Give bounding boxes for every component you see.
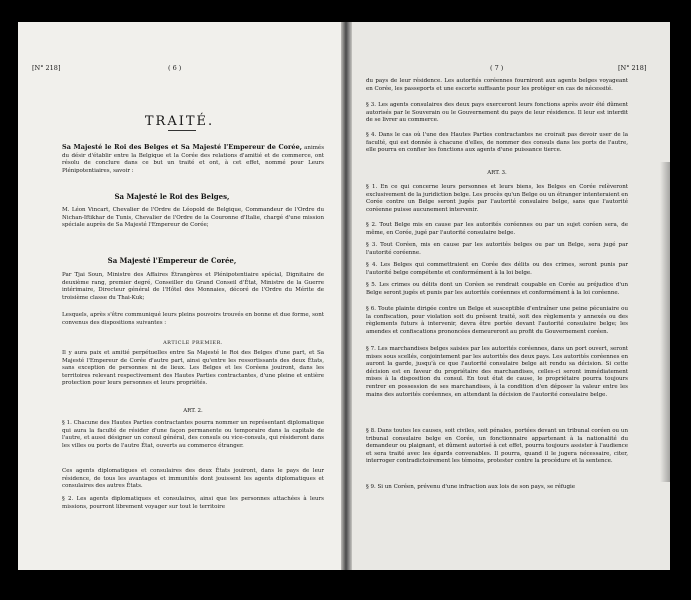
preamble-text: animés du désir d'établir entre la Belgique et la Corée des relations d'amitié et de commerce, ont résolu de conclure dans ce but un traité et ont, à cet effet, nommé pour Leurs Plénipotentiaires, savoir : [62, 145, 325, 174]
article-3-p5: § 5. Les crimes ou délits dont un Coréen se rendrait coupable en Corée au préjudice d'un Belge seront jugés et punis par les autorités coréennes et conformément à la loi coréenne. [366, 282, 628, 296]
article-2-p2: Ces agents diplomatiques et consulaires des deux États jouiront, dans le pays de leur résidence, de tous les avantages et immunités dont jouissent les agents diplomatiques et consulaires des autres États. [62, 468, 324, 490]
article-3-p8: § 8. Dans toutes les causes, soit civiles, soit pénales, portées devant un tribunal coréen ou un tribunal consulaire belge en Corée, un fonctionnaire appartenant à la nationalité du demandeur ou plaignant, et dûment autorisé à cet effet, pourra toujours assister à l'audience et sera traité avec les égards convenables. Il pourra, quand il le jugera nécessaire, citer, interroger contradictoirement les témoins, protester contre la procédure et la sentence. [366, 428, 628, 465]
plenipotentiary-korea: Par Tjai Soun, Ministre des Affaires Étrangères et Plénipotentiaire spécial, Dignitaire de deuxième rang, premier degré, Conseiller du Grand Conseil d'État, Ministre de la Guerre intérimaire, Directeur général de l'Hôtel des Monnaies, décoré de l'Ordre du Mérite de troisième classe du Thai-Kuk; [62, 272, 324, 301]
right-page [352, 22, 670, 570]
article-2-p4: § 4. Dans le cas où l'une des Hautes Parties contractantes ne croirait pas devoir user de la faculté, qui est donnée à chacune d'elles, de nommer des consuls dans les ports de l'autre, elle pourra en confier les fonctions aux agents d'une puissance tierce. [366, 132, 628, 154]
closing-text: Lesquels, après s'être communiqué leurs pleins pouvoirs trouvés en bonne et due forme, sont convenus des dispositions suivantes : [62, 312, 324, 326]
doc-number: [N° 218] [32, 64, 61, 72]
preamble [62, 144, 324, 175]
article-1-text: Il y aura paix et amitié perpétuelles entre Sa Majesté le Roi des Belges d'une part, et Sa Majesté l'Empereur de Corée d'autre part, ainsi qu'entre les ressortissants des deux États, sans exception de personnes ni de lieux. Les Belges et les Coréens jouiront, dans les territoires relevant respectivement des Hautes Parties contractantes, d'une pleine et entière protection pour leurs personnes et leurs propriétés. [62, 350, 324, 387]
article-3-p3: § 3. Tout Coréen, mis en cause par les autorités belges ou par un Belge, sera jugé par l'autorité coréenne. [366, 242, 628, 256]
page-number: ( 7 ) [490, 64, 504, 72]
preamble-heading: Sa Majesté le Roi des Belges et Sa Majesté l'Empereur de Corée, [62, 143, 302, 151]
heading-belgium: Sa Majesté le Roi des Belges, [114, 192, 230, 201]
article-2-title: ART. 2. [183, 408, 203, 414]
article-3-p6: § 6. Toute plainte dirigée contre un Belge et susceptible d'entraîner une peine pécuniaire ou la confiscation, pour violation soit du présent traité, soit des règlements y annexés ou des règlements futurs à intervenir, devra être portée devant l'autorité consulaire belge; les amendes et confiscations prononcées demeureront au profit du Gouvernement coréen. [366, 306, 628, 335]
page-title: TRAITÉ. [144, 114, 215, 129]
title-rule [168, 130, 196, 131]
left-page [18, 22, 341, 570]
article-1-title: ARTICLE PREMIER. [163, 340, 223, 346]
article-3-p9: § 9. Si un Coréen, prévenu d'une infraction aux lois de son pays, se réfugie [366, 484, 575, 490]
doc-number: [N° 218] [618, 64, 647, 72]
plenipotentiary-belgium: M. Léon Vincart, Chevalier de l'Ordre de Léopold de Belgique, Commandeur de l'Ordre du Nichan-Iftikhar de Tunis, Chevalier de l'Ordre de la Couronne d'Italie, chargé d'une mission spéciale auprès de Sa Majesté l'Empereur de Corée; [62, 207, 324, 229]
continuation-text: du pays de leur résidence. Les autorités coréennes fourniront aux agents belges voyageant en Corée, les passeports et une escorte suffisante pour les protéger en cas de nécessité. [366, 78, 628, 92]
article-2-p3: § 2. Les agents diplomatiques et consulaires, ainsi que les personnes attachées à leurs missions, pourront librement voyager sur tout le territoire [62, 496, 324, 510]
page-edge-shadow [660, 162, 670, 482]
article-3-p4: § 4. Les Belges qui commettraient en Corée des délits ou des crimes, seront punis par l'autorité belge compétente et conformément à la loi belge. [366, 262, 628, 276]
page-number: ( 6 ) [168, 64, 182, 72]
book-gutter [341, 22, 352, 570]
article-3-p7: § 7. Les marchandises belges saisies par les autorités coréennes, dans un port ouvert, seront mises sous scellés, conjointement par les autorités des deux pays. Les autorités coréennes en auront la garde, jusqu'à ce que l'autorité consulaire belge ait rendu sa décision. Si cette décision est en faveur du propriétaire des marchandises, celles-ci seront immédiatement mises à la disposition du consul. En tout état de cause, le propriétaire pourra toujours rentrer en possession de ses marchandises, à la condition d'en déposer la valeur entre les mains des autorités coréennes, en attendant la décision de l'autorité consulaire belge. [366, 346, 628, 398]
article-3-title: ART. 3. [487, 170, 507, 176]
article-3-p1: § 1. En ce qui concerne leurs personnes et leurs biens, les Belges en Corée relèveront exclusivement de la juridiction belge. Les procès qu'un Belge ou un étranger intenteraient en Corée contre un Belge seront jugés par l'autorité consulaire belge, sans que l'autorité coréenne puisse aucunement intervenir. [366, 184, 628, 213]
article-3-p2: § 2. Tout Belge mis en cause par les autorités coréennes ou par un sujet coréen sera, de même, en Corée, jugé par l'autorité consulaire belge. [366, 222, 628, 236]
article-2-p1: § 1. Chacune des Hautes Parties contractantes pourra nommer un représentant diplomatique qui aura la faculté de résider d'une façon permanente ou temporaire dans la capitale de l'autre, et aussi désigner un consul général, des consuls ou vice-consuls, qui résideront dans les villes ou ports de l'autre État, ouverts au commerce étranger. [62, 420, 324, 449]
article-2-p3-right: § 3. Les agents consulaires des deux pays exerceront leurs fonctions après avoir été dûment autorisés par le Souverain ou le Gouvernement du pays de leur résidence. Il leur est interdit de se livrer au commerce. [366, 102, 628, 124]
heading-korea: Sa Majesté l'Empereur de Corée, [107, 256, 237, 265]
